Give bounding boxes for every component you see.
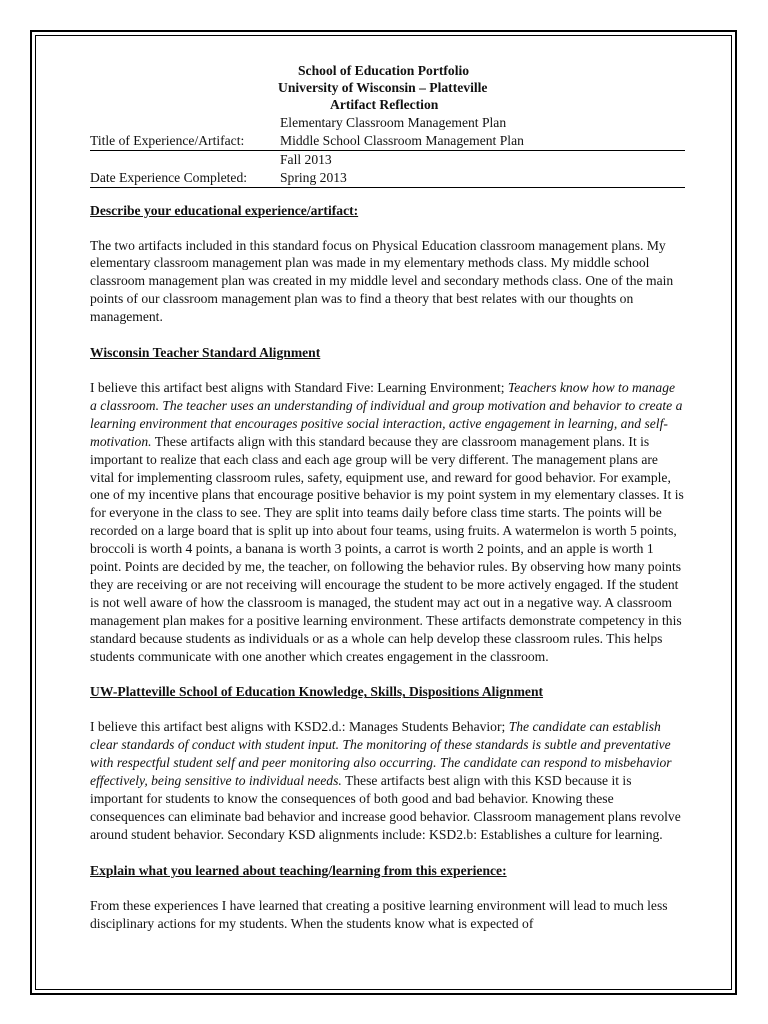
title-row-2	[90, 132, 685, 151]
section-body-describe: The two artifacts included in this standard focus on Physical Education classroom management plans. My elementary classroom management plan was made in my elementary methods class. My middle school classroom management plan was created in my middle level and secondary methods class. One of the main points of our classroom management plan was to find a theory that best relates with our thoughts on management.	[90, 237, 674, 325]
date-row-1	[90, 151, 685, 169]
ksd-intro: I believe this artifact best aligns with KSD2.d.: Manages Students Behavior;	[90, 719, 509, 735]
document-body	[90, 62, 685, 932]
title-label: Title of Experience/Artifact:	[90, 132, 245, 148]
section-body-ksd	[90, 718, 685, 843]
wts-standard-quote: Teachers know how to manage a classroom. The teacher uses an understanding of individual and group motivation and behavior to create a learning environment that encourages positive social interaction, active engagement in learning, and self-motivation.	[90, 379, 683, 449]
wts-explanation: These artifacts align with this standard because they are classroom management plans. It is important to realize that each class and each age group will be very different. The management plans are vital for implementing classroom rules, safety, equipment use, and reward for good behavior. For example, one of my incentive plans that encourage positive behavior is my point system in my elementary classes. It is for everyone in the class to see. They are split into teams daily before class time starts. The points will be recorded on a large board that is split up into about four teams, using fruits. A watermelon is worth 5 points, broccoli is worth 4 points, a banana is worth 3 points, a carrot is worth 2 points, and an apple is worth 1 point. Points are decided by me, the teacher, on following the behavior rules. By observing how many points they are receiving or are not receiving will encourage the student to be more actively engaged. If the student is not well aware of how the classroom is managed, the student may act out in a negative way. A classroom management plan makes for a positive learning environment. These artifacts demonstrate competency in this standard because students as individuals or as a whole can help develop these classroom rules. This helps students communicate with one another which creates engagement in the classroom.	[90, 433, 684, 664]
title-row-1	[90, 114, 685, 132]
wts-intro: I believe this artifact best aligns with Standard Five: Learning Environment;	[90, 379, 508, 395]
date-value-2: Spring 2013	[280, 169, 347, 185]
section-heading-ksd: UW-Platteville School of Education Knowledge, Skills, Dispositions Alignment	[90, 684, 544, 700]
title-value-1: Elementary Classroom Management Plan	[280, 115, 507, 130]
date-value-1: Fall 2013	[280, 151, 332, 167]
document-header	[90, 62, 685, 113]
section-body-wts	[90, 379, 685, 666]
section-heading-learned: Explain what you learned about teaching/learning from this experience:	[90, 862, 507, 878]
header-line-2: University of Wisconsin – Platteville	[278, 80, 488, 95]
section-heading-wts: Wisconsin Teacher Standard Alignment	[90, 345, 321, 361]
header-line-1: School of Education Portfolio	[298, 63, 470, 78]
header-line-3: Artifact Reflection	[330, 97, 439, 112]
title-value-2: Middle School Classroom Management Plan	[280, 132, 524, 148]
artifact-meta	[90, 114, 685, 188]
ksd-standard-quote: The candidate can establish clear standards of conduct with student input. The monitoring of these standards is subtle and preventative with respectful student self and peer monitoring also occurring. The candidate can respond to misbehavior effectively, being sensitive to individual needs.	[90, 719, 672, 789]
ksd-explanation: These artifacts best align with this KSD because it is important for students to know the consequences of both good and bad behavior. Knowing these consequences can eliminate bad behavior and increase good behavior. Classroom management plans revolve around student behavior. Secondary KSD alignments include: KSD2.b: Establishes a culture for learning.	[90, 773, 681, 842]
date-row-2	[90, 169, 685, 188]
date-label: Date Experience Completed:	[90, 169, 248, 185]
section-heading-describe: Describe your educational experience/artifact:	[90, 202, 359, 218]
section-body-learned: From these experiences I have learned that creating a positive learning environment will lead to much less disciplinary actions for my students. When the students know what is expected of	[90, 897, 668, 931]
